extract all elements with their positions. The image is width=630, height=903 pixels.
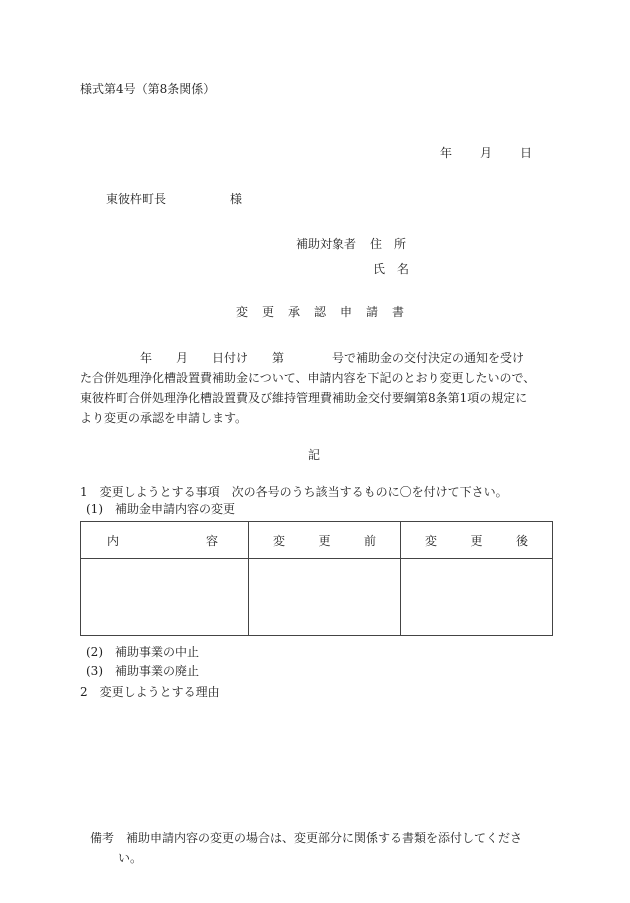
body-line-3: 東彼杵町合併処理浄化槽設置費及び維持管理費補助金交付要綱第8条第1項の規定に (80, 391, 528, 405)
applicant-name-line (373, 260, 409, 277)
body-line-4: より変更の承認を申請します。 (80, 411, 248, 425)
item-2-heading: 2 変更しようとする理由 (80, 685, 220, 699)
addressee-honorific: 様 (230, 192, 243, 206)
remarks-line-2: い。 (118, 851, 143, 865)
item-1-heading: 1 変更しようとする事項 次の各号のうち該当するものに〇を付けて下さい。 (80, 485, 508, 499)
changes-table (80, 521, 553, 636)
cell-content[interactable] (81, 559, 249, 636)
header-content: 内 容 (81, 522, 249, 559)
remarks-line-1: 備考 補助申請内容の変更の場合は、変更部分に関係する書類を添付してくださ (90, 831, 523, 845)
cell-after[interactable] (401, 559, 553, 636)
header-after: 変 更 後 (401, 522, 553, 559)
form-number: 様式第4号（第8条関係） (80, 82, 216, 96)
applicant-address-line (296, 235, 406, 252)
item-1-sub-2: (2) 補助事業の中止 (86, 645, 199, 659)
applicant-label: 補助対象者 (296, 237, 357, 251)
date-day: 日 (520, 146, 533, 160)
date-line (440, 144, 532, 161)
addressee (106, 190, 242, 207)
body-line-1: 年 月 日付け 第 号で補助金の交付決定の通知を受け (80, 351, 525, 365)
address-label: 住 所 (370, 237, 407, 251)
header-before: 変 更 前 (249, 522, 401, 559)
date-year: 年 (440, 146, 453, 160)
cell-before[interactable] (249, 559, 401, 636)
item-1-sub-3: (3) 補助事業の廃止 (86, 664, 199, 678)
remarks (90, 828, 522, 868)
addressee-name: 東彼杵町長 (106, 192, 167, 206)
ki-heading: 記 (308, 448, 321, 462)
body-line-2: た合併処理浄化槽設置費補助金について、申請内容を下記のとおり変更したいので、 (80, 371, 536, 385)
name-label: 氏 名 (373, 262, 410, 276)
document-title: 変更承認申請書 (236, 305, 419, 319)
body-paragraph (80, 348, 558, 428)
item-1-sub-1: (1) 補助金申請内容の変更 (86, 502, 235, 516)
table-header-row (81, 522, 553, 559)
date-month: 月 (480, 146, 493, 160)
table-row (81, 559, 553, 636)
